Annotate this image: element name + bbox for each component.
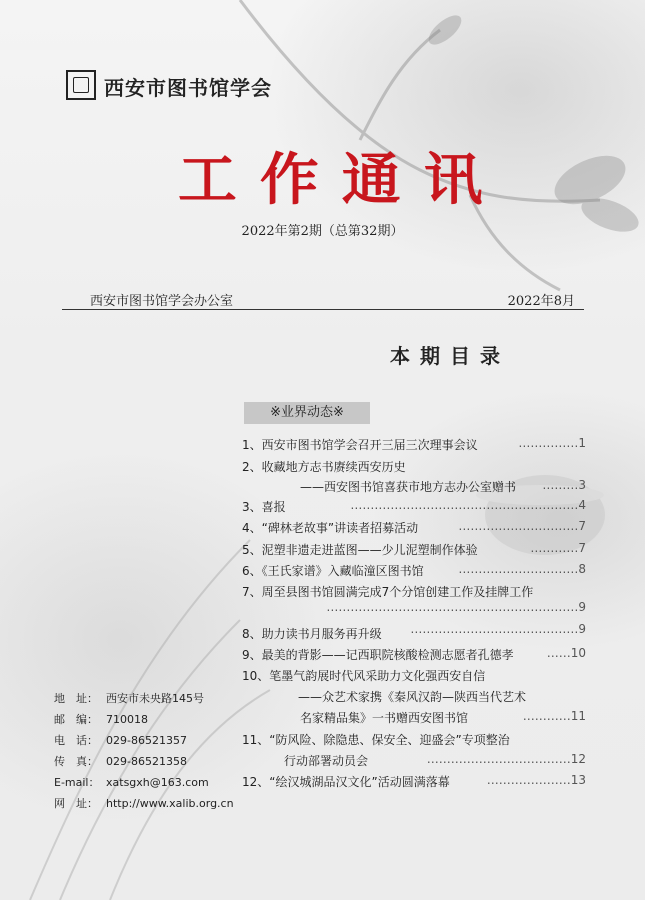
toc-page-11: ………………………………12 <box>426 752 586 766</box>
toc-page-3: …………………………………………………4 <box>350 498 586 512</box>
publish-date: 2022年8月 <box>507 294 575 309</box>
issue-number: 2022年第2期（总第32期） <box>241 224 404 239</box>
toc-item-subline: 行动部署动员会 <box>284 754 369 768</box>
library-society-logo-icon <box>66 70 96 100</box>
toc-item[interactable]: 5、泥塑非遗走进蓝图——少儿泥塑制作体验 <box>242 543 478 557</box>
toc-item-subline: ——西安图书馆喜获市地方志办公室赠书 <box>300 480 517 494</box>
contact-address: 地 址： 西安市未央路145号 <box>54 692 204 705</box>
toc-page-12: …………………13 <box>486 773 586 787</box>
toc-item[interactable]: 9、最美的背影——记西职院核酸检测志愿者孔德孝 <box>242 648 514 662</box>
toc-item[interactable]: 8、助力读书月服务再升级 <box>242 627 382 641</box>
contact-phone: 电 话： 029-86521357 <box>54 734 187 747</box>
toc-item[interactable]: 12、“绘汉城湖品汉文化”活动圆满落幕 <box>242 775 450 789</box>
contact-fax: 传 真： 029-86521358 <box>54 755 187 768</box>
toc-item[interactable]: 11、“防风险、除隐患、保安全、迎盛会”专项整治 <box>242 733 510 747</box>
section-label: ※业界动态※ <box>244 402 370 424</box>
toc-page-4: …………………………7 <box>458 519 586 533</box>
toc-page-5: …………7 <box>530 541 586 555</box>
toc-page-9: ……10 <box>546 646 586 660</box>
toc-item-subline: 名家精品集》一书赠西安图书馆 <box>300 711 469 725</box>
toc-item[interactable]: 10、笔墨气韵展时代风采助力文化强西安自信 <box>242 669 486 683</box>
toc-item[interactable]: 1、西安市图书馆学会召开三届三次理事会议 <box>242 438 478 452</box>
toc-page-10: …………11 <box>522 709 586 723</box>
toc-item[interactable]: 4、“碑林老故事”讲读者招募活动 <box>242 521 419 535</box>
toc-item[interactable]: 3、喜报 <box>242 500 286 514</box>
toc-item[interactable]: 2、收藏地方志书赓续西安历史 <box>242 460 406 474</box>
toc-item-subline: ——众艺术家携《秦风汉韵—陕西当代艺术 <box>298 690 527 704</box>
header-divider <box>62 309 584 310</box>
toc-page-2: ………3 <box>542 478 586 492</box>
toc-heading: 本期目录 <box>390 344 510 368</box>
toc-item[interactable]: 6、《王氏家谱》入藏临潼区图书馆 <box>242 564 424 578</box>
toc-page-8: ……………………………………9 <box>410 622 586 636</box>
toc-page-6: …………………………8 <box>458 562 586 576</box>
toc-page-7: ………………………………………………………9 <box>326 600 586 614</box>
organization-name: 西安市图书馆学会 <box>104 76 272 100</box>
newsletter-title: 工作通讯 <box>178 147 506 213</box>
contact-website: 网 址： http://www.xalib.org.cn <box>54 797 234 810</box>
contact-email: E-mail： xatsgxh@163.com <box>54 776 209 789</box>
publisher-office: 西安市图书馆学会办公室 <box>90 294 234 309</box>
contact-zip: 邮 编： 710018 <box>54 713 148 726</box>
toc-page-1: ……………1 <box>518 436 586 450</box>
toc-item[interactable]: 7、周至县图书馆圆满完成7个分馆创建工作及挂牌工作 <box>242 585 534 599</box>
